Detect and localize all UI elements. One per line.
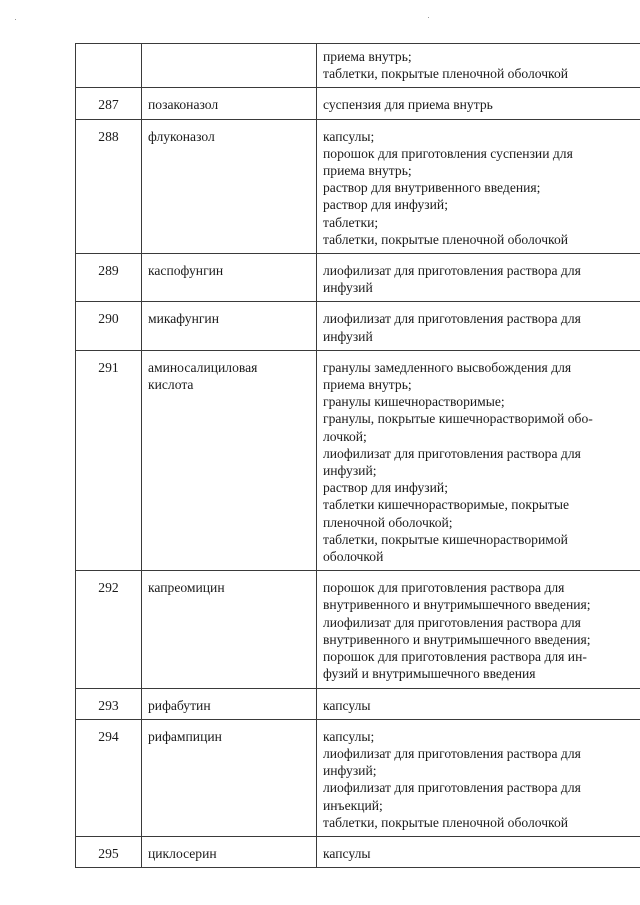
- scan-speck: [15, 19, 16, 20]
- dosage-form-cell: капсулы; лиофилизат для приготовления раствора для инфузий; лиофилизат для приготовления раствора для инъекций; таблетки, покрытые пленочной оболочкой: [317, 719, 640, 836]
- drug-name-cell: циклосерин: [142, 836, 317, 867]
- table-row: [76, 302, 640, 350]
- table-row: [76, 88, 640, 119]
- table-row: [76, 688, 640, 719]
- drug-name-cell: флуконазол: [142, 119, 317, 253]
- drug-name-cell: каспофунгин: [142, 254, 317, 302]
- drug-table-body: [76, 44, 640, 868]
- table-row: [76, 350, 640, 570]
- row-number-cell: 289: [76, 254, 142, 302]
- row-number-cell: 290: [76, 302, 142, 350]
- dosage-form-cell: капсулы; порошок для приготовления суспензии для приема внутрь; раствор для внутривенного введения; раствор для инфузий; таблетки; таблетки, покрытые пленочной оболочкой: [317, 119, 640, 253]
- dosage-form-cell: капсулы: [317, 836, 640, 867]
- dosage-form-cell: порошок для приготовления раствора для внутривенного и внутримышечного введения; лиофилизат для приготовления раствора для внутривенного и внутримышечного введения; порошок для приготовления раствора для ин- фузий и внутримышечного введения: [317, 571, 640, 688]
- row-number-cell: [76, 44, 142, 88]
- dosage-form-cell: гранулы замедленного высвобождения для приема внутрь; гранулы кишечнорастворимые; гранулы, покрытые кишечнорастворимой обо- лочкой; лиофилизат для приготовления раствора для инфузий; раствор для инфузий; таблетки кишечнорастворимые, покрытые пленочной оболочкой; таблетки, покрытые кишечнорастворимой оболочкой: [317, 350, 640, 570]
- dosage-form-cell: капсулы: [317, 688, 640, 719]
- row-number-cell: 293: [76, 688, 142, 719]
- table-row: [76, 119, 640, 253]
- drug-name-cell: микафунгин: [142, 302, 317, 350]
- table-row-continuation: [76, 44, 640, 88]
- row-number-cell: 288: [76, 119, 142, 253]
- row-number-cell: 294: [76, 719, 142, 836]
- drug-name-cell: аминосалициловая кислота: [142, 350, 317, 570]
- drug-name-cell: рифампицин: [142, 719, 317, 836]
- dosage-form-cell: лиофилизат для приготовления раствора для инфузий: [317, 302, 640, 350]
- table-row: [76, 254, 640, 302]
- scan-speck: [428, 17, 429, 18]
- drug-name-cell: позаконазол: [142, 88, 317, 119]
- row-number-cell: 291: [76, 350, 142, 570]
- drug-name-cell: [142, 44, 317, 88]
- drug-name-cell: капреомицин: [142, 571, 317, 688]
- dosage-form-cell: лиофилизат для приготовления раствора для инфузий: [317, 254, 640, 302]
- drug-name-cell: рифабутин: [142, 688, 317, 719]
- table-row: [76, 719, 640, 836]
- row-number-cell: 287: [76, 88, 142, 119]
- table-row: [76, 836, 640, 867]
- table-row: [76, 571, 640, 688]
- dosage-form-cell: суспензия для приема внутрь: [317, 88, 640, 119]
- row-number-cell: 295: [76, 836, 142, 867]
- drug-table: [75, 43, 640, 868]
- dosage-form-cell: приема внутрь; таблетки, покрытые пленочной оболочкой: [317, 44, 640, 88]
- row-number-cell: 292: [76, 571, 142, 688]
